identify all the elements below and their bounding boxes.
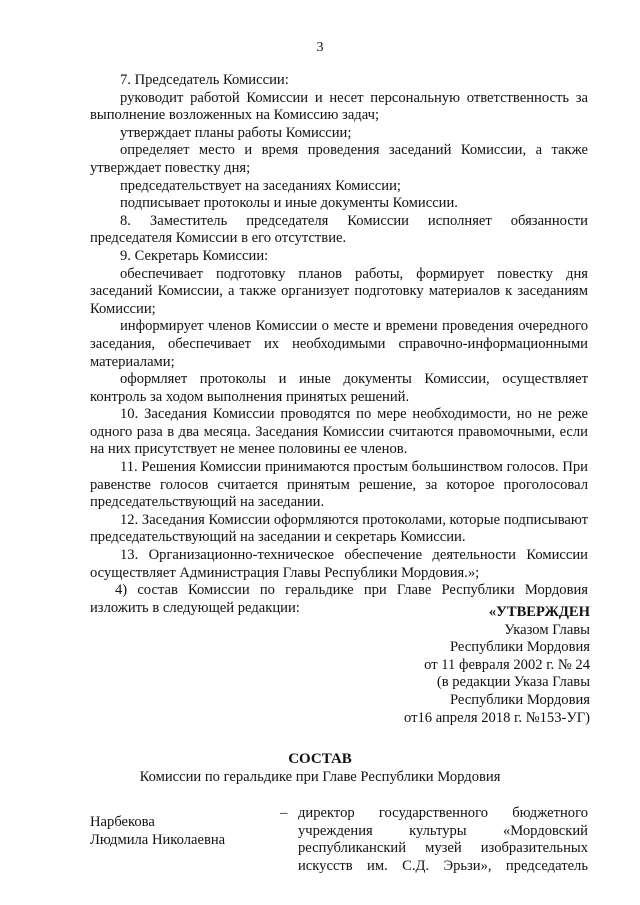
paragraph: утверждает планы работы Комиссии; [120,124,352,141]
approval-line: Республики Мордовия [449,639,590,656]
paragraph: информирует членов Комиссии о месте и времени проведения очередного заседания, обеспечивает их необходимыми справочно-информационными материалами; [90,318,588,370]
paragraph: определяет место и время проведения заседаний Комиссии, а также утверждает повестку дня; [90,142,588,176]
approval-line: Республики Мордовия [449,691,590,708]
body-text [90,72,588,617]
member-name [90,805,280,875]
approval-title: «УТВЕРЖДЕН [488,604,590,620]
member-role: директор государственного бюджетного учреждения культуры «Мордовский республиканский музей изобразительных искусств им. С.Д. Эрьзи», председатель [298,805,588,874]
paragraph: оформляет протоколы и иные документы Комиссии, осуществляет контроль за ходом выполнения принятых решений. [90,371,588,405]
paragraph: 9. Секретарь Комиссии: [120,247,269,264]
paragraph: обеспечивает подготовку планов работы, формирует повестку дня заседаний Комиссии, а также организует подготовку материалов к заседаниям Комиссии; [90,265,588,317]
member-dash: – [280,805,288,821]
heading-subtitle: Комиссии по геральдике при Главе Республики Мордовия [139,769,501,785]
approval-stamp [360,604,590,727]
heading-title: СОСТАВ [288,751,352,767]
paragraph: 7. Председатель Комиссии: [120,72,289,88]
paragraph: подписывает протоколы и иные документы Комиссии. [120,195,458,212]
paragraph: председательствует на заседаниях Комиссии; [120,177,401,194]
paragraph: 10. Заседания Комиссии проводятся по мере необходимости, но не реже одного раза в два месяца. Заседания Комиссии считаются правомочными, если на них присутствует не менее половины ее членов. [90,406,588,458]
approval-line: Указом Главы [504,621,590,638]
paragraph: руководит работой Комиссии и несет персональную ответственность за выполнение возложенных на Комиссию задач; [90,89,588,124]
paragraph: 12. Заседания Комиссии оформляются протоколами, которые подписывают председательствующий на заседании и секретарь Комиссии. [90,511,588,546]
approval-line: от16 апреля 2018 г. №153-УГ) [403,709,590,726]
paragraph: 11. Решения Комиссии принимаются простым большинством голосов. При равенстве голосов считается принятым решение, за которое проголосовал председательствующий на заседании. [90,459,588,511]
section-heading [0,750,640,786]
page-number: 3 [316,40,324,55]
member-given-names: Людмила Николаевна [90,831,226,848]
paragraph: 13. Организационно-техническое обеспечение деятельности Комиссии осуществляет Администрация Главы Республики Мордовия.»; [90,547,588,581]
approval-line: (в редакции Указа Главы [436,674,590,691]
members-list [90,805,588,875]
member-row [90,805,588,875]
paragraph: 8. Заместитель председателя Комиссии исполняет обязанности председателя Комиссии в его отсутствие. [90,212,588,247]
approval-line: от 11 февраля 2002 г. № 24 [424,656,590,673]
member-surname: Нарбекова [90,814,155,830]
paragraph: 4) состав Комиссии по геральдике при Главе Республики Мордовия изложить в следующей редакции: [90,582,588,616]
